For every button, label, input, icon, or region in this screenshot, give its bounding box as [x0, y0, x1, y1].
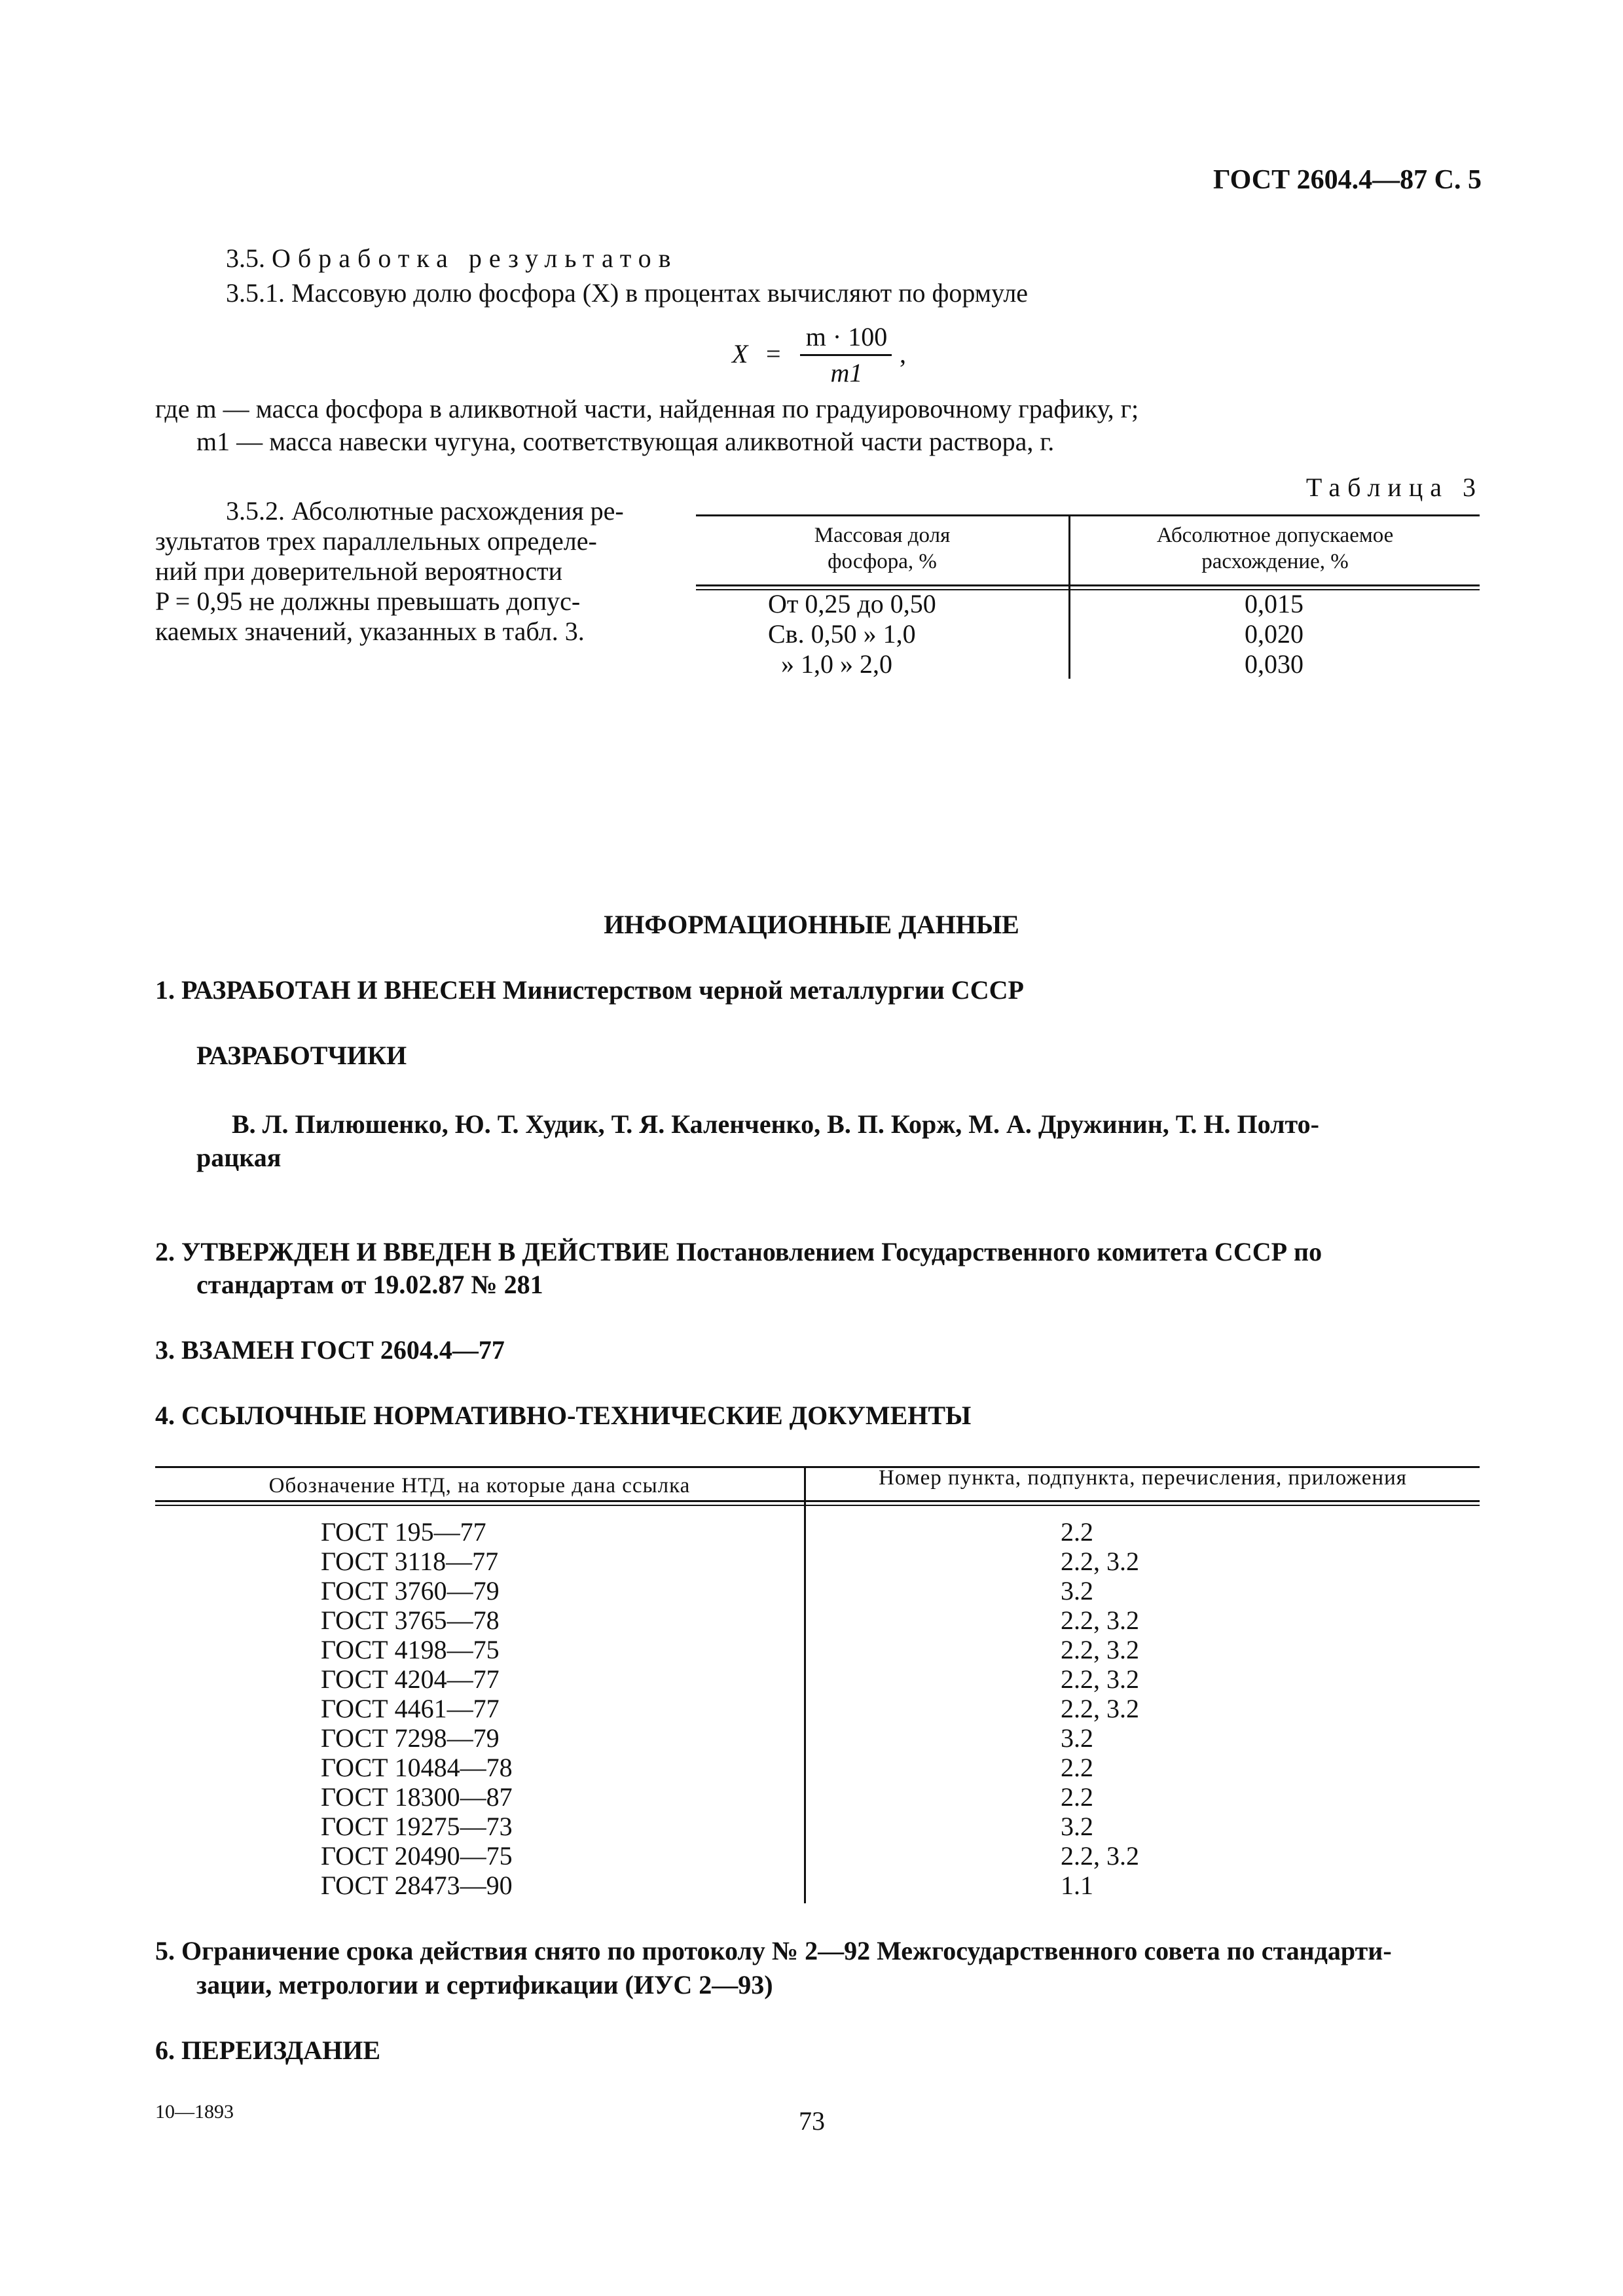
table-row	[155, 1576, 1480, 1605]
info-item-4: 4. ССЫЛОЧНЫЕ НОРМАТИВНО-ТЕХНИЧЕСКИЕ ДОКУМЕНТЫ	[155, 1401, 972, 1430]
ref-doc-cell: ГОСТ 28473—90	[321, 1871, 513, 1900]
ref-clause-cell: 2.2, 3.2	[1061, 1547, 1139, 1576]
page-header: ГОСТ 2604.4—87 С. 5	[1213, 165, 1482, 195]
ref-clause-cell: 2.2, 3.2	[1061, 1694, 1139, 1723]
info-item-2-line-2: стандартам от 19.02.87 № 281	[196, 1270, 543, 1299]
info-item-5-line-2: зации, метрологии и сертификации (ИУС 2—93)	[196, 1970, 773, 2000]
table-cell: Св. 0,50 » 1,0	[768, 619, 916, 649]
ref-clause-cell: 2.2	[1061, 1753, 1093, 1782]
p352-line: ний при доверительной вероятности	[155, 556, 563, 586]
page-number: 73	[799, 2106, 825, 2136]
header-line: Абсолютное допускаемое	[1156, 524, 1394, 547]
section-number: 3.5.	[226, 243, 265, 273]
section-title-text: Обработка результатов	[272, 243, 678, 273]
paragraph-3-5-1: 3.5.1. Массовую долю фосфора (X) в процентах вычисляют по формуле	[226, 278, 1029, 308]
section-title	[226, 243, 678, 274]
ref-clause-cell: 3.2	[1061, 1812, 1093, 1841]
table-row	[696, 589, 1480, 619]
formula-lhs: X	[732, 339, 748, 368]
table-3-header-col1	[696, 522, 1068, 575]
footer-code: 10—1893	[155, 2101, 234, 2123]
table-row	[696, 619, 1480, 649]
formula-eq: =	[766, 339, 781, 368]
ref-doc-cell: ГОСТ 195—77	[321, 1517, 486, 1547]
ref-clause-cell: 2.2, 3.2	[1061, 1605, 1139, 1635]
ref-clause-cell: 2.2, 3.2	[1061, 1664, 1139, 1694]
table-row	[155, 1841, 1480, 1871]
ref-clause-cell: 3.2	[1061, 1576, 1093, 1605]
ref-doc-cell: ГОСТ 20490—75	[321, 1841, 513, 1871]
info-item-3: 3. ВЗАМЕН ГОСТ 2604.4—77	[155, 1335, 505, 1365]
table-cell: 0,030	[1245, 649, 1304, 679]
table-3-body	[696, 589, 1480, 679]
table-row	[155, 1723, 1480, 1753]
table-row	[155, 1517, 1480, 1547]
formula	[732, 322, 909, 394]
table-row	[155, 1782, 1480, 1812]
ref-doc-cell: ГОСТ 3765—78	[321, 1605, 500, 1635]
ref-clause-cell: 2.2	[1061, 1517, 1093, 1547]
ref-clause-cell: 2.2	[1061, 1782, 1093, 1812]
table-row	[155, 1871, 1480, 1900]
table-cell: От 0,25 до 0,50	[768, 589, 936, 619]
ref-doc-cell: ГОСТ 4198—75	[321, 1635, 500, 1664]
p352-line: P = 0,95 не должны превышать допус-	[155, 586, 581, 616]
ref-doc-cell: ГОСТ 7298—79	[321, 1723, 500, 1753]
info-item-1: 1. РАЗРАБОТАН И ВНЕСЕН Министерством черной металлургии СССР	[155, 975, 1024, 1005]
ref-table-header-rule	[155, 1500, 1480, 1502]
ref-clause-cell: 3.2	[1061, 1723, 1093, 1753]
ref-clause-cell: 1.1	[1061, 1871, 1093, 1900]
info-item-5-line-1: 5. Ограничение срока действия снято по протоколу № 2—92 Межгосударственного совета по стандарти-	[155, 1936, 1392, 1965]
ref-doc-cell: ГОСТ 4461—77	[321, 1694, 500, 1723]
ref-doc-cell: ГОСТ 3760—79	[321, 1576, 500, 1605]
ref-doc-cell: ГОСТ 4204—77	[321, 1664, 500, 1694]
developers-line-2: рацкая	[196, 1143, 282, 1172]
table-3-header-rule	[696, 584, 1480, 586]
ref-clause-cell: 2.2, 3.2	[1061, 1635, 1139, 1664]
info-title: ИНФОРМАЦИОННЫЕ ДАННЫЕ	[604, 910, 1019, 939]
header-line: фосфора, %	[828, 550, 937, 573]
table-row	[155, 1664, 1480, 1694]
ref-clause-cell: 2.2, 3.2	[1061, 1841, 1139, 1871]
where-line-1: где m — масса фосфора в аликвотной части, найденная по градуировочному графику, г;	[155, 394, 1139, 423]
ref-table-body	[155, 1517, 1480, 1900]
ref-doc-cell: ГОСТ 19275—73	[321, 1812, 513, 1841]
paragraph-3-5-2	[155, 496, 659, 647]
where-line-2: m1 — масса навески чугуна, соответствующая аликвотной части раствора, г.	[196, 427, 1055, 456]
formula-numerator: m · 100	[805, 322, 888, 351]
table-row	[155, 1605, 1480, 1635]
ref-doc-cell: ГОСТ 18300—87	[321, 1782, 513, 1812]
table-row	[155, 1635, 1480, 1664]
table-3-header-col2	[1070, 522, 1480, 575]
ref-table-header-col2: Номер пункта, подпункта, перечисления, приложения	[879, 1466, 1407, 1490]
info-item-2-line-1: 2. УТВЕРЖДЕН И ВВЕДЕН В ДЕЙСТВИЕ Постановлением Государственного комитета СССР по	[155, 1237, 1322, 1266]
table-row	[155, 1753, 1480, 1782]
developers-line-1: В. Л. Пилюшенко, Ю. Т. Худик, Т. Я. Каленченко, В. П. Корж, М. А. Дружинин, Т. Н. Полто-	[232, 1109, 1319, 1139]
table-row	[155, 1812, 1480, 1841]
table-row	[155, 1694, 1480, 1723]
header-line: Массовая доля	[814, 524, 951, 547]
header-line: расхождение, %	[1201, 550, 1349, 573]
p352-line: зультатов трех параллельных определе-	[155, 526, 597, 556]
table-cell: 0,020	[1245, 619, 1304, 649]
formula-comma: ,	[900, 339, 906, 368]
info-item-6: 6. ПЕРЕИЗДАНИЕ	[155, 2036, 381, 2065]
table-3-caption: Таблица 3	[1305, 473, 1483, 502]
ref-table-header-rule-2	[155, 1505, 1480, 1506]
p352-line: каемых значений, указанных в табл. 3.	[155, 617, 585, 646]
p352-line: 3.5.2. Абсолютные расхождения ре-	[226, 496, 624, 526]
fraction-bar	[800, 354, 892, 356]
table-row	[696, 649, 1480, 679]
table-cell: 0,015	[1245, 589, 1304, 619]
table-row	[155, 1547, 1480, 1576]
table-3-top-rule	[696, 514, 1480, 516]
ref-doc-cell: ГОСТ 10484—78	[321, 1753, 513, 1782]
table-cell: » 1,0 » 2,0	[781, 649, 892, 679]
formula-denominator: m1	[830, 358, 863, 387]
ref-doc-cell: ГОСТ 3118—77	[321, 1547, 499, 1576]
developers-label: РАЗРАБОТЧИКИ	[196, 1041, 407, 1070]
ref-table-header-col1: Обозначение НТД, на которые дана ссылка	[268, 1474, 691, 1498]
